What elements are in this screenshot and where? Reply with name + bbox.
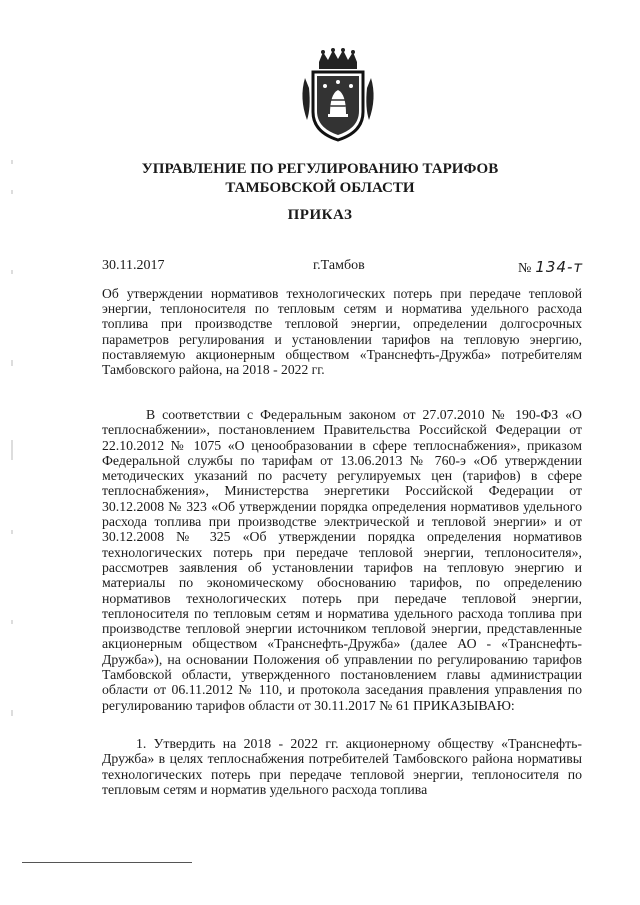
number-sign: № <box>518 261 532 276</box>
order-item-1: 1. Утвердить на 2018 - 2022 гг. акционерному обществу «Транснефть-Дружба» в целях теплоснабжения потребителей Тамбовского района нормативы технологических потерь при передаче тепловой энергии, теплоносителя по тепловым сетям и норматив удельного расхода топлива <box>102 736 582 797</box>
organization-title <box>0 160 640 198</box>
org-title-line-1: УПРАВЛЕНИЕ ПО РЕГУЛИРОВАНИЮ ТАРИФОВ <box>141 161 499 177</box>
document-type-title: ПРИКАЗ <box>287 207 353 223</box>
order-date: 30.11.2017 <box>102 258 165 273</box>
order-number <box>518 258 583 277</box>
order-city: г.Тамбов <box>313 258 365 273</box>
order-subject: Об утверждении нормативов технологических потерь при передаче тепловой энергии, теплоносителя по тепловым сетям и норматива удельного расхода топлива при производстве тепловой энергии, определении долгосрочных параметров регулирования и установлении тарифов на тепловую энергию, поставляемую акционерным обществом «Транснефть-Дружба» потребителям Тамбовского района, на 2018 - 2022 гг. <box>102 286 582 378</box>
scan-margin-marks <box>6 150 18 750</box>
coat-of-arms-emblem <box>295 48 381 144</box>
handwritten-order-number: 134-т <box>535 258 584 276</box>
org-title-line-2: ТАМБОВСКОЙ ОБЛАСТИ <box>225 180 415 196</box>
preamble-paragraph: В соответствии с Федеральным законом от 27.07.2010 № 190-ФЗ «О теплоснабжении», постановлением Правительства Российской Федерации от 22.10.2012 № 1075 «О ценообразовании в сфере теплоснабжения», приказом Федеральной службы по тарифам от 13.06.2013 № 760-э «Об утверждении методических указаний по расчету регулируемых цен (тарифов) в сфере теплоснабжения», Министерства энергетики Российской Федерации от 30.12.2008 № 323 «Об утверждении порядка определения нормативов удельного расхода топлива при производстве электрической и тепловой энергии» и от 30.12.2008 № 325 «Об утверждении порядка определения нормативов технологических потерь при передаче тепловой энергии, теплоносителя», рассмотрев заявления об установлении тарифов на тепловую энергию и материалы по экономическому обоснованию тарифов, по определению нормативов технологических потерь при передаче тепловой энергии, теплоносителя по тепловым сетям и норматива удельного расхода топлива при производстве тепловой энергии источником тепловой энергии, представленные акционерным обществом «Транснефть-Дружба» (далее АО - «Транснефть-Дружба»), на основании Положения об управлении по регулированию тарифов Тамбовской области, утвержденного постановлением главы администрации области от 06.11.2012 № 110, и протокола заседания правления управления по регулированию тарифов области от 30.11.2017 № 61 ПРИКАЗЫВАЮ: <box>102 407 582 713</box>
footer-rule <box>22 862 192 863</box>
